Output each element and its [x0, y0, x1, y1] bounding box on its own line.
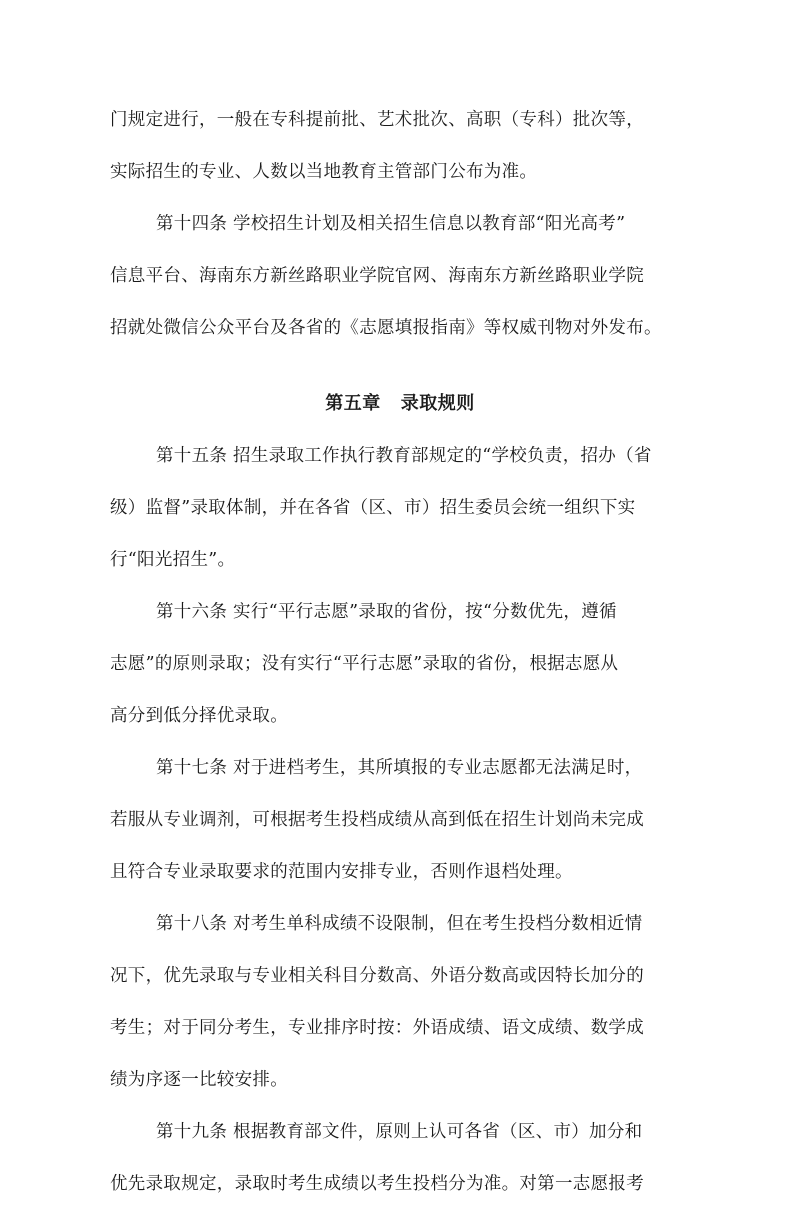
text-line: 若服从专业调剂，可根据考生投档成绩从高到低在招生计划尚未完成: [110, 810, 644, 830]
text-line: 第十七条 对于进档考生，其所填报的专业志愿都无法满足时，: [156, 758, 643, 778]
chapter-title: 录取规则: [400, 393, 475, 414]
text-line: 优先录取规定，录取时考生成绩以考生投档分为准。对第一志愿报考: [110, 1174, 644, 1194]
text-line: 行“阳光招生”。: [110, 550, 236, 570]
text-line: 招就处微信公众平台及各省的《志愿填报指南》等权威刊物对外发布。: [110, 318, 662, 338]
text-line: 门规定进行，一般在专科提前批、艺术批次、高职（专科）批次等，: [110, 110, 644, 130]
text-line: 且符合专业录取要求的范围内安排专业，否则作退档处理。: [110, 862, 573, 882]
text-line: 第十八条 对考生单科成绩不设限制，但在考生投档分数相近情: [156, 914, 643, 934]
article-17: [110, 742, 690, 898]
text-line: 第十五条 招生录取工作执行教育部规定的“学校负责，招办（省: [156, 446, 652, 466]
text-line: 信息平台、海南东方新丝路职业学院官网、海南东方新丝路职业学院: [110, 266, 644, 286]
article-14: [110, 198, 690, 354]
article-18: [110, 898, 690, 1106]
paragraph-continuation: [110, 94, 690, 198]
text-line: 志愿”的原则录取；没有实行“平行志愿”录取的省份，根据志愿从: [110, 654, 619, 674]
text-line: 第十九条 根据教育部文件，原则上认可各省（区、市）加分和: [156, 1122, 643, 1142]
text-line: 第十六条 实行“平行志愿”录取的省份，按“分数优先，遵循: [156, 602, 617, 622]
article-16: [110, 586, 690, 742]
text-line: 第十四条 学校招生计划及相关招生信息以教育部“阳光高考”: [156, 214, 626, 234]
text-line: 考生；对于同分考生，专业排序时按：外语成绩、语文成绩、数学成: [110, 1018, 644, 1038]
text-line: 高分到低分择优录取。: [110, 706, 288, 726]
article-15: [110, 430, 690, 586]
text-line: 况下，优先录取与专业相关科目分数高、外语分数高或因特长加分的: [110, 966, 644, 986]
chapter-heading: [110, 378, 690, 430]
text-line: 绩为序逐一比较安排。: [110, 1070, 288, 1090]
text-line: 实际招生的专业、人数以当地教育主管部门公布为准。: [110, 162, 538, 182]
document-page: [110, 94, 690, 1210]
chapter-number: 第五章: [325, 393, 381, 414]
article-19: [110, 1106, 690, 1210]
text-line: 级）监督”录取体制，并在各省（区、市）招生委员会统一组织下实: [110, 498, 636, 518]
